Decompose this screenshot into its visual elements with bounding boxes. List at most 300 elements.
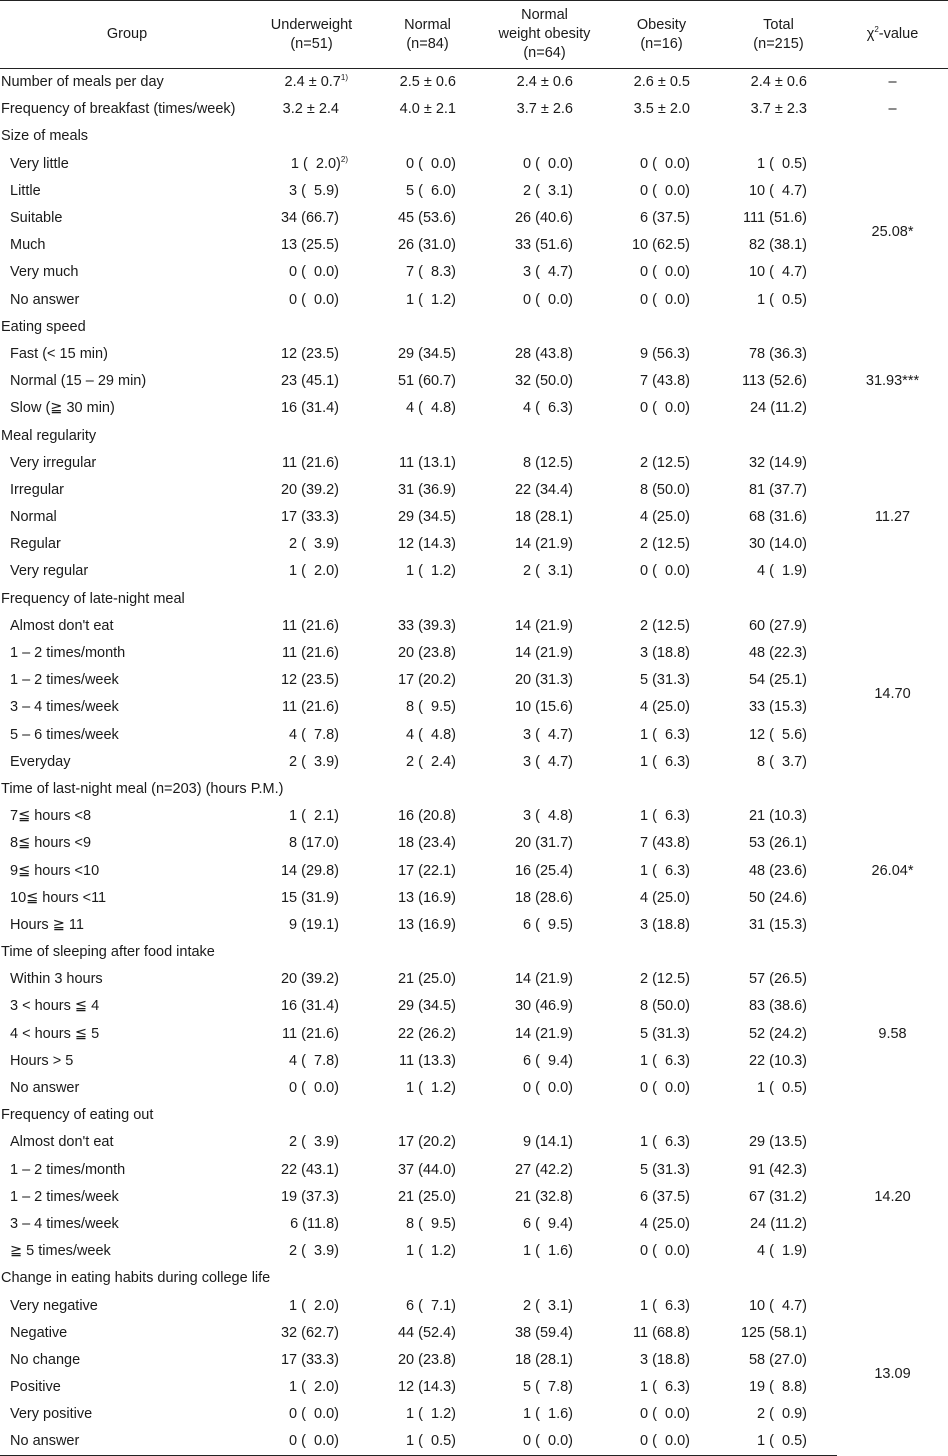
value-cell — [603, 150, 720, 177]
header-total: Total (n=215) — [720, 1, 837, 69]
value-cell — [603, 259, 720, 286]
value-cell — [720, 476, 837, 503]
value-text: 33 (15.3) — [748, 699, 807, 716]
value-text: 0 ( 0.0) — [640, 155, 690, 172]
value-text: 68 (31.6) — [748, 509, 807, 526]
value-cell — [254, 1156, 369, 1183]
value-text: 22 (26.2) — [397, 1025, 456, 1042]
value-cell — [369, 476, 486, 503]
value-text: 32 (14.9) — [748, 454, 807, 471]
value-text: 10 ( 4.7) — [748, 1297, 807, 1314]
value-cell — [254, 830, 369, 857]
value-text: 52 (24.2) — [748, 1025, 807, 1042]
value-cell — [369, 1401, 486, 1428]
value-text: 6 (11.8) — [290, 1215, 339, 1232]
value-text: 2 ( 3.9) — [289, 753, 339, 770]
table-row — [0, 340, 948, 367]
value-cell — [369, 857, 486, 884]
value-text: 8 ( 9.5) — [406, 699, 456, 716]
section-row — [0, 939, 948, 966]
value-text: 29 (34.5) — [397, 509, 456, 526]
value-cell — [603, 1183, 720, 1210]
value-cell — [254, 1020, 369, 1047]
value-cell — [720, 449, 837, 476]
table-row — [0, 204, 948, 231]
value-text: 8 (17.0) — [289, 835, 339, 852]
value-text: 4 ( 7.8) — [289, 1052, 339, 1069]
value-cell — [486, 803, 603, 830]
table-row — [0, 150, 948, 177]
value-cell — [486, 368, 603, 395]
value-text: 0 ( 0.0) — [523, 1433, 573, 1450]
value-cell — [603, 1047, 720, 1074]
value-text: 2 ( 3.1) — [523, 1297, 573, 1314]
value-cell — [486, 748, 603, 775]
value-text: 2.4 ± 0.7 — [284, 74, 341, 91]
value-text: 13 (16.9) — [397, 916, 456, 933]
empty-cell — [486, 775, 603, 802]
value-cell — [254, 286, 369, 313]
value-text: 50 (24.6) — [748, 889, 807, 906]
row-label: Much — [10, 237, 46, 254]
value-text: 21 (25.0) — [397, 971, 456, 988]
chi-value-cell: 9.58 — [878, 1025, 907, 1042]
table-row — [0, 857, 948, 884]
value-text: 11 (21.6) — [282, 1025, 339, 1042]
value-text: 5 (31.3) — [640, 1025, 690, 1042]
table-row — [0, 1374, 948, 1401]
empty-cell — [486, 939, 603, 966]
table-row — [0, 993, 948, 1020]
value-text: 14 (21.9) — [514, 617, 573, 634]
value-cell — [720, 612, 837, 639]
row-label: 1 – 2 times/week — [10, 672, 119, 689]
empty-cell — [369, 775, 486, 802]
value-cell — [720, 150, 837, 177]
row-label: Suitable — [10, 210, 63, 227]
value-cell — [369, 232, 486, 259]
value-text: 1 ( 2.1) — [289, 808, 339, 825]
section-label: Change in eating habits during college life — [1, 1270, 271, 1287]
value-cell — [720, 1374, 837, 1401]
value-cell — [603, 748, 720, 775]
value-cell — [486, 1183, 603, 1210]
value-text: 0 ( 0.0) — [289, 1406, 339, 1423]
value-text: 20 (23.8) — [397, 645, 456, 662]
value-cell — [486, 1428, 603, 1455]
value-text: 4 ( 7.8) — [289, 726, 339, 743]
row-label: ≧ 5 times/week — [10, 1243, 111, 1260]
table-row — [0, 558, 948, 585]
value-text: 3.7 ± 2.6 — [516, 101, 573, 118]
table-row — [0, 884, 948, 911]
value-text: 14 (21.9) — [514, 971, 573, 988]
value-text: 0 ( 0.0) — [289, 1433, 339, 1450]
empty-cell — [720, 775, 837, 802]
value-cell — [486, 204, 603, 231]
value-cell — [603, 558, 720, 585]
value-cell — [254, 857, 369, 884]
value-cell — [369, 368, 486, 395]
value-cell — [254, 558, 369, 585]
value-text: 1 ( 1.6) — [523, 1406, 573, 1423]
row-label: Within 3 hours — [10, 971, 103, 988]
value-cell — [369, 639, 486, 666]
empty-cell — [254, 1102, 369, 1129]
value-text: 18 (28.1) — [514, 1351, 573, 1368]
value-text: 2.4 ± 0.6 — [750, 74, 807, 91]
value-cell — [254, 667, 369, 694]
value-cell — [720, 96, 837, 123]
value-text: 9 (19.1) — [289, 916, 339, 933]
value-cell — [486, 558, 603, 585]
value-cell — [720, 286, 837, 313]
value-text: 0 ( 0.0) — [406, 155, 456, 172]
value-cell — [369, 993, 486, 1020]
value-cell — [720, 1156, 837, 1183]
empty-cell — [486, 585, 603, 612]
value-cell — [369, 286, 486, 313]
value-cell — [369, 1238, 486, 1265]
row-label: Normal — [10, 509, 57, 526]
value-text: 1 ( 2.0) — [290, 155, 341, 172]
value-cell — [603, 531, 720, 558]
footnote-marker: 1) — [340, 73, 348, 83]
value-cell — [720, 721, 837, 748]
value-text: 1 ( 6.3) — [640, 753, 690, 770]
table-row — [0, 1346, 948, 1373]
value-text: 28 (43.8) — [514, 345, 573, 362]
value-cell — [486, 993, 603, 1020]
value-cell — [369, 748, 486, 775]
value-text: 11 (68.8) — [633, 1324, 690, 1341]
value-text: 4 ( 1.9) — [757, 563, 807, 580]
value-cell — [486, 857, 603, 884]
value-text: 10 (62.5) — [631, 237, 690, 254]
value-cell — [486, 1238, 603, 1265]
value-text: 0 ( 0.0) — [640, 1406, 690, 1423]
table-row — [0, 69, 948, 96]
empty-cell — [720, 123, 837, 150]
empty-cell — [603, 775, 720, 802]
value-cell — [254, 1238, 369, 1265]
value-cell — [486, 721, 603, 748]
section-label: Frequency of eating out — [1, 1107, 154, 1124]
value-text: 7 (43.8) — [640, 373, 690, 390]
value-cell — [603, 1210, 720, 1237]
value-text: 8 (50.0) — [640, 998, 690, 1015]
value-text: 2 (12.5) — [640, 617, 690, 634]
table-row — [0, 911, 948, 938]
value-text: 16 (31.4) — [280, 400, 339, 417]
value-cell — [720, 204, 837, 231]
value-text: 18 (23.4) — [397, 835, 456, 852]
table-row — [0, 721, 948, 748]
value-cell — [603, 993, 720, 1020]
value-text: 20 (39.2) — [280, 971, 339, 988]
value-text: 91 (42.3) — [748, 1161, 807, 1178]
row-label: Very negative — [10, 1297, 98, 1314]
value-text: 113 (52.6) — [741, 373, 807, 390]
value-text: 12 ( 5.6) — [748, 726, 807, 743]
value-cell — [486, 259, 603, 286]
value-text: 17 (33.3) — [280, 509, 339, 526]
table-row — [0, 531, 948, 558]
value-cell — [603, 1156, 720, 1183]
value-cell — [720, 531, 837, 558]
empty-cell — [486, 1265, 603, 1292]
table-row — [0, 1401, 948, 1428]
table-row — [0, 177, 948, 204]
value-text: 19 ( 8.8) — [748, 1379, 807, 1396]
value-cell — [254, 884, 369, 911]
value-text: 2 ( 3.9) — [289, 536, 339, 553]
value-cell — [486, 1210, 603, 1237]
header-group: Group — [0, 1, 254, 69]
value-text: 54 (25.1) — [748, 672, 807, 689]
empty-cell — [603, 422, 720, 449]
value-cell — [720, 232, 837, 259]
value-cell — [720, 1238, 837, 1265]
table-row — [0, 449, 948, 476]
value-cell — [254, 449, 369, 476]
value-text: 17 (20.2) — [397, 672, 456, 689]
value-text: 1 ( 1.2) — [406, 1243, 456, 1260]
value-cell — [369, 1374, 486, 1401]
value-cell — [603, 1346, 720, 1373]
value-cell — [603, 395, 720, 422]
value-text: 51 (60.7) — [397, 373, 456, 390]
empty-cell — [254, 422, 369, 449]
table-row — [0, 694, 948, 721]
value-text: 0 ( 0.0) — [640, 1433, 690, 1450]
value-text: 2.5 ± 0.6 — [399, 74, 456, 91]
section-row — [0, 1265, 948, 1292]
value-cell — [486, 830, 603, 857]
row-label: Regular — [10, 536, 61, 553]
empty-cell — [369, 123, 486, 150]
value-text: 4 ( 6.3) — [523, 400, 573, 417]
footnote-marker: 2) — [340, 154, 348, 164]
value-cell — [254, 803, 369, 830]
value-text: 22 (43.1) — [280, 1161, 339, 1178]
value-cell — [720, 340, 837, 367]
value-text: 20 (39.2) — [280, 481, 339, 498]
value-cell — [254, 639, 369, 666]
value-cell — [603, 857, 720, 884]
value-text: 4 ( 4.8) — [406, 726, 456, 743]
value-text: 1 ( 6.3) — [640, 808, 690, 825]
value-cell — [254, 259, 369, 286]
value-cell — [369, 150, 486, 177]
value-cell — [369, 1210, 486, 1237]
value-cell — [720, 177, 837, 204]
row-label: Negative — [10, 1324, 68, 1341]
value-text: 0 ( 0.0) — [640, 400, 690, 417]
value-cell — [486, 1374, 603, 1401]
value-cell — [369, 177, 486, 204]
value-text: 2 (12.5) — [640, 454, 690, 471]
value-text: 4 (25.0) — [640, 699, 690, 716]
value-text: 16 (25.4) — [514, 862, 573, 879]
value-text: 82 (38.1) — [748, 237, 807, 254]
value-cell — [486, 531, 603, 558]
value-cell — [486, 286, 603, 313]
row-label: 8≦ hours <9 — [10, 835, 92, 852]
value-cell — [254, 612, 369, 639]
empty-cell — [254, 123, 369, 150]
value-text: 11 (13.3) — [399, 1052, 456, 1069]
value-text: 6 ( 9.4) — [523, 1052, 573, 1069]
value-text: 29 (34.5) — [397, 345, 456, 362]
empty-cell — [254, 313, 369, 340]
empty-cell — [486, 123, 603, 150]
value-cell — [720, 395, 837, 422]
value-text: 2 (12.5) — [640, 971, 690, 988]
value-cell — [486, 340, 603, 367]
value-cell — [720, 1047, 837, 1074]
chi-value-cell: 26.04* — [871, 862, 914, 879]
value-cell — [720, 1183, 837, 1210]
value-text: 3.7 ± 2.3 — [750, 101, 807, 118]
empty-cell — [254, 585, 369, 612]
value-text: 16 (20.8) — [397, 808, 456, 825]
value-cell — [254, 966, 369, 993]
table-row — [0, 1129, 948, 1156]
empty-cell — [720, 1265, 837, 1292]
value-cell — [720, 993, 837, 1020]
value-text: 1 ( 6.3) — [640, 1379, 690, 1396]
table-row — [0, 639, 948, 666]
section-label: Eating speed — [1, 318, 86, 335]
value-cell — [486, 1292, 603, 1319]
value-cell — [369, 966, 486, 993]
value-cell — [486, 1129, 603, 1156]
value-text: 14 (21.9) — [514, 1025, 573, 1042]
value-text: 3 (18.8) — [640, 916, 690, 933]
table-row — [0, 966, 948, 993]
row-label: Frequency of breakfast (times/week) — [1, 101, 236, 118]
value-text: 38 (59.4) — [514, 1324, 573, 1341]
value-cell — [486, 639, 603, 666]
empty-cell — [603, 123, 720, 150]
row-label: No answer — [10, 1080, 80, 1097]
value-text: 4 (25.0) — [640, 509, 690, 526]
value-text: 1 ( 6.3) — [640, 726, 690, 743]
value-cell — [486, 395, 603, 422]
value-text: 4 (25.0) — [640, 889, 690, 906]
value-cell — [486, 1319, 603, 1346]
value-text: 1 ( 6.3) — [640, 1134, 690, 1151]
row-label: 10≦ hours <11 — [10, 889, 107, 906]
value-text: 7 ( 8.3) — [406, 264, 456, 281]
value-text: 3 ( 4.7) — [523, 264, 573, 281]
value-text: 1 ( 2.0) — [289, 1297, 339, 1314]
value-cell — [254, 232, 369, 259]
table-row — [0, 1428, 948, 1455]
value-cell — [369, 1319, 486, 1346]
value-text: 20 (31.3) — [514, 672, 573, 689]
value-text: 14 (21.9) — [514, 536, 573, 553]
value-text: 67 (31.2) — [748, 1188, 807, 1205]
empty-cell — [837, 422, 948, 449]
chi-value-cell: 31.93*** — [865, 373, 920, 390]
empty-cell — [720, 1102, 837, 1129]
value-cell — [369, 204, 486, 231]
value-cell — [369, 1156, 486, 1183]
value-cell — [369, 259, 486, 286]
table-row — [0, 1074, 948, 1101]
value-cell — [254, 993, 369, 1020]
value-cell — [254, 368, 369, 395]
value-cell — [254, 531, 369, 558]
value-text: 10 ( 4.7) — [748, 182, 807, 199]
value-text: 125 (58.1) — [740, 1324, 807, 1341]
value-text: 1 ( 0.5) — [757, 291, 807, 308]
value-cell — [720, 1210, 837, 1237]
empty-cell — [603, 1265, 720, 1292]
value-text: 12 (23.5) — [280, 672, 339, 689]
value-text: 12 (14.3) — [397, 536, 456, 553]
row-label: Very regular — [10, 563, 89, 580]
value-cell — [486, 694, 603, 721]
table-row — [0, 1319, 948, 1346]
table-header — [0, 1, 948, 69]
value-text: 14 (21.9) — [514, 645, 573, 662]
value-text: 6 (37.5) — [640, 1188, 690, 1205]
value-text: 9 (56.3) — [640, 345, 690, 362]
value-cell — [254, 1428, 369, 1455]
value-text: 8 ( 3.7) — [757, 753, 807, 770]
value-cell — [486, 69, 603, 96]
value-text: 23 (45.1) — [280, 373, 339, 390]
value-cell — [603, 612, 720, 639]
value-cell — [254, 395, 369, 422]
header-normal: Normal (n=84) — [369, 1, 486, 69]
empty-cell — [369, 939, 486, 966]
value-text: 78 (36.3) — [748, 345, 807, 362]
value-text: 0 ( 0.0) — [640, 1080, 690, 1097]
row-label: Very irregular — [10, 454, 97, 471]
value-cell — [486, 1074, 603, 1101]
value-cell — [603, 1238, 720, 1265]
value-text: 1 ( 0.5) — [406, 1433, 456, 1450]
value-cell — [369, 884, 486, 911]
chi-value-cell: – — [888, 74, 897, 91]
value-text: 0 ( 0.0) — [640, 182, 690, 199]
value-cell — [603, 1074, 720, 1101]
chi-value-cell: 13.09 — [874, 1365, 911, 1382]
value-text: 0 ( 0.0) — [289, 264, 339, 281]
empty-cell — [720, 313, 837, 340]
value-text: 29 (34.5) — [397, 998, 456, 1015]
value-text: 1 ( 0.5) — [757, 1433, 807, 1450]
value-cell — [720, 639, 837, 666]
value-cell — [720, 558, 837, 585]
value-cell — [254, 96, 369, 123]
row-label: Very positive — [10, 1406, 93, 1423]
value-cell — [603, 1374, 720, 1401]
value-text: 1 ( 6.3) — [640, 1297, 690, 1314]
row-label: No change — [10, 1351, 81, 1368]
empty-cell — [369, 422, 486, 449]
value-cell — [603, 694, 720, 721]
value-text: 17 (33.3) — [280, 1351, 339, 1368]
empty-cell — [720, 422, 837, 449]
value-text: 16 (31.4) — [280, 998, 339, 1015]
row-label: Hours > 5 — [10, 1052, 74, 1069]
value-cell — [603, 232, 720, 259]
